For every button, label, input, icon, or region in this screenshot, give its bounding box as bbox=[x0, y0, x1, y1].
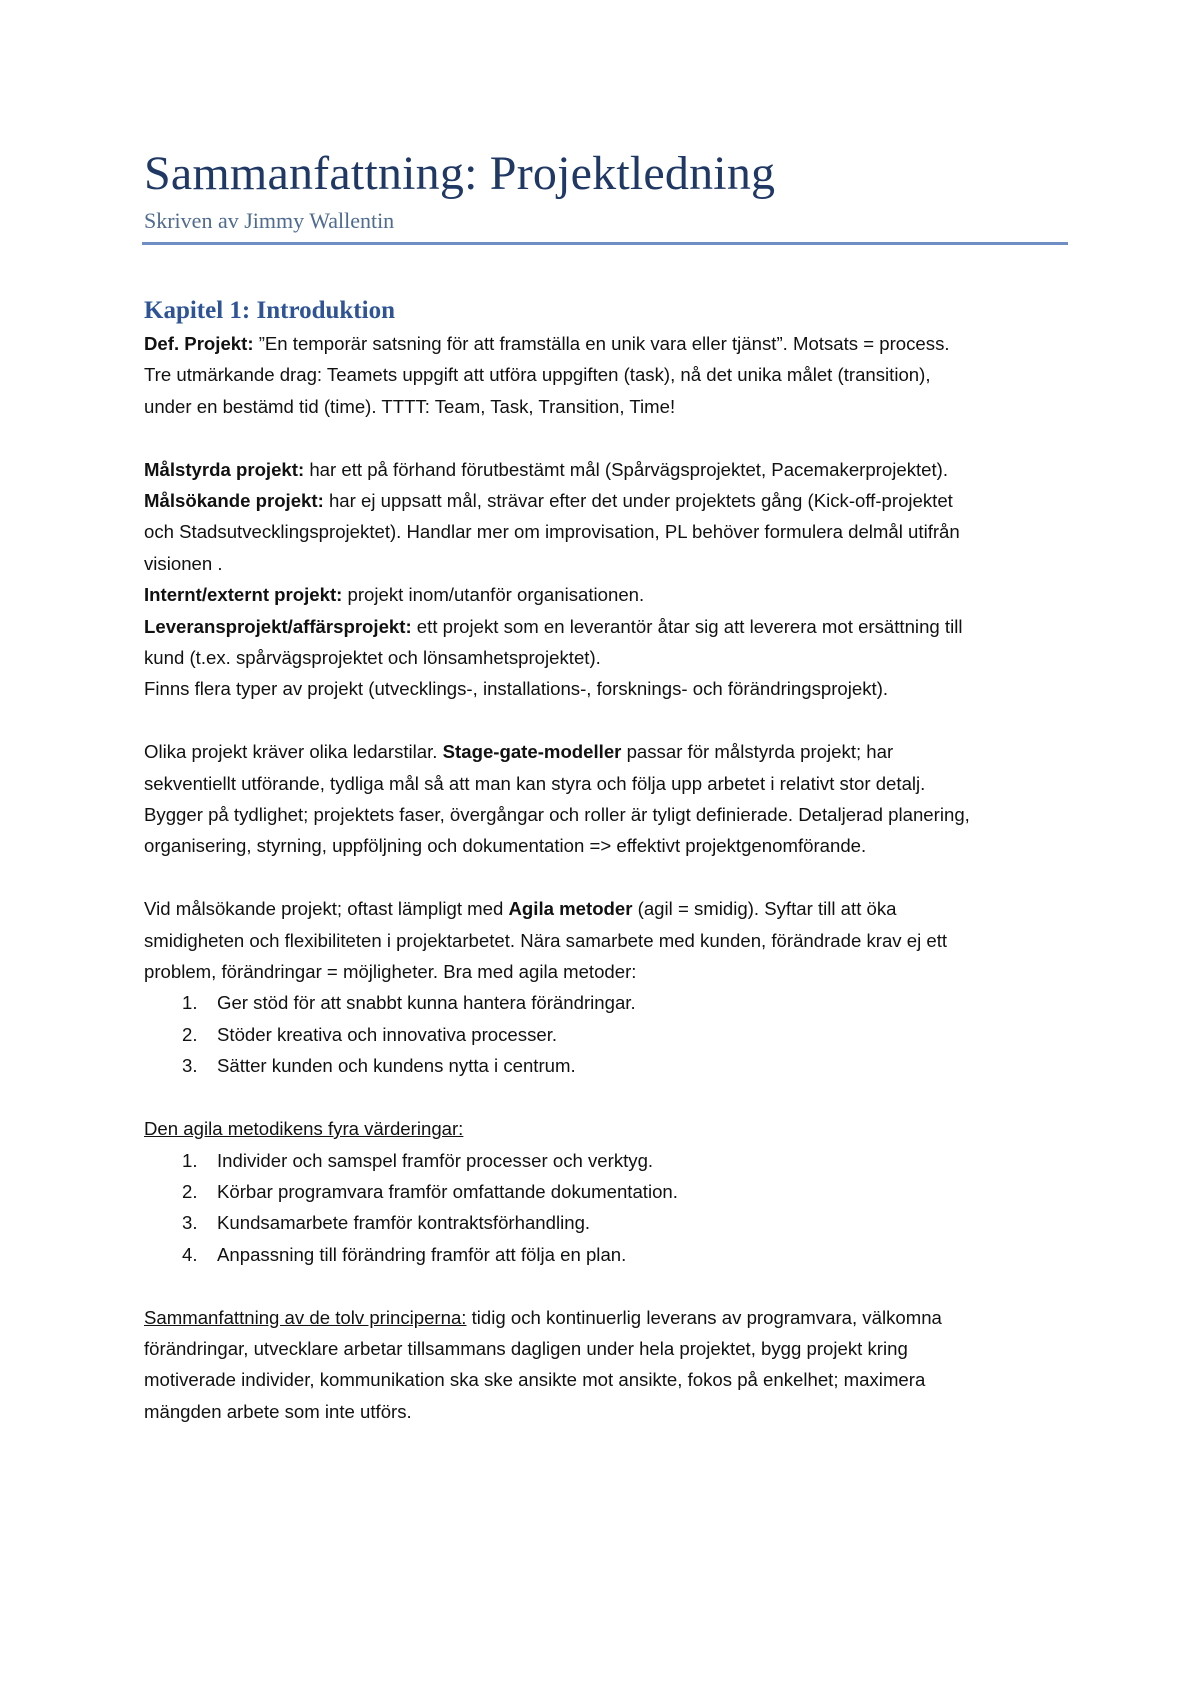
malstyrda-line bbox=[144, 454, 1068, 485]
list-item-number: 3. bbox=[182, 1212, 198, 1234]
malsokande-label: Målsökande projekt: bbox=[144, 490, 324, 512]
list-item bbox=[144, 1239, 1068, 1270]
definition-line-2: Tre utmärkande drag: Teamets uppgift att utföra uppgiften (task), nå det unika målet (transition), bbox=[144, 364, 931, 386]
list-item-text: Stöder kreativa och innovativa processer. bbox=[217, 1023, 558, 1045]
list-item-number: 4. bbox=[182, 1243, 198, 1265]
malsokande-text: har ej uppsatt mål, strävar efter det under projektets gång (Kick-off-projektet bbox=[323, 490, 953, 512]
paragraph-spacer bbox=[144, 1082, 1068, 1113]
malsokande-line-2: och Stadsutvecklingsprojektet). Handlar mer om improvisation, PL behöver formulera delmål utifrån bbox=[144, 521, 960, 543]
values-heading: Den agila metodikens fyra värderingar: bbox=[144, 1118, 464, 1140]
stage-gate-text-1: Olika projekt kräver olika ledarstilar. bbox=[144, 741, 443, 763]
stage-gate-line-4: organisering, styrning, uppföljning och dokumentation => effektivt projektgenomförande. bbox=[144, 835, 867, 857]
list-item-number: 2. bbox=[182, 1023, 198, 1045]
stage-gate-line-1 bbox=[144, 736, 1068, 767]
principles-line-3: motiverade individer, kommunikation ska ske ansikte mot ansikte, fokos på enkelhet; maximera bbox=[144, 1369, 926, 1391]
list-item bbox=[144, 1050, 1068, 1081]
list-item bbox=[144, 1145, 1068, 1176]
definition-line-1 bbox=[144, 328, 1068, 359]
internt-text: projekt inom/utanför organisationen. bbox=[342, 584, 645, 606]
agile-line-2: smidigheten och flexibiliteten i projektarbetet. Nära samarbete med kunden, förändrade krav ej ett bbox=[144, 929, 948, 951]
internt-line bbox=[144, 579, 1068, 610]
definition-label: Def. Projekt: bbox=[144, 333, 254, 354]
agile-line-1 bbox=[144, 893, 1068, 924]
definition-line-3: under en bestämd tid (time). TTTT: Team, Task, Transition, Time! bbox=[144, 395, 676, 417]
values-heading-paragraph bbox=[144, 1113, 1068, 1144]
list-item-text: Körbar programvara framför omfattande dokumentation. bbox=[217, 1180, 678, 1202]
title-divider bbox=[142, 242, 1068, 245]
malsokande-line-3: visionen . bbox=[144, 552, 223, 574]
principles-paragraph bbox=[144, 1302, 1068, 1428]
list-item bbox=[144, 1176, 1068, 1207]
leverans-line-2: kund (t.ex. spårvägsprojektet och lönsamhetsprojektet). bbox=[144, 647, 601, 669]
agile-line-3: problem, förändringar = möjligheter. Bra med agila metoder: bbox=[144, 961, 637, 983]
agile-benefits-list bbox=[144, 987, 1068, 1081]
stage-gate-line-3: Bygger på tydlighet; projektets faser, övergångar och roller är tyligt definierade. Detaljerad planering, bbox=[144, 804, 970, 826]
principles-text-1: tidig och kontinuerlig leverans av programvara, välkomna bbox=[466, 1306, 942, 1328]
malstyrda-label: Målstyrda projekt: bbox=[144, 458, 305, 480]
list-item-number: 1. bbox=[182, 992, 198, 1014]
principles-line-1 bbox=[144, 1302, 1068, 1333]
list-item-text: Kundsamarbete framför kontraktsförhandling. bbox=[217, 1212, 591, 1234]
agile-bold: Agila metoder bbox=[508, 898, 633, 920]
paragraph-spacer bbox=[144, 862, 1068, 893]
document-body bbox=[144, 294, 1068, 1427]
stage-gate-text-2: passar för målstyrda projekt; har bbox=[621, 741, 894, 763]
stage-gate-paragraph bbox=[144, 736, 1068, 862]
agile-text-2: (agil = smidig). Syftar till att öka bbox=[632, 898, 897, 920]
definition-text: ”En temporär satsning för att framställa en unik vara eller tjänst”. Motsats = process. bbox=[253, 333, 950, 354]
paragraph-spacer bbox=[144, 422, 1068, 453]
document-title: Sammanfattning: Projektledning bbox=[144, 147, 776, 200]
leverans-text: ett projekt som en leverantör åtar sig att leverera mot ersättning till bbox=[411, 615, 963, 637]
list-item bbox=[144, 987, 1068, 1018]
list-item-number: 1. bbox=[182, 1149, 198, 1171]
principles-line-2: förändringar, utvecklare arbetar tillsammans dagligen under hela projektet, bygg projekt kring bbox=[144, 1337, 908, 1359]
stage-gate-bold: Stage-gate-modeller bbox=[442, 741, 622, 763]
list-item bbox=[144, 1019, 1068, 1050]
internt-label: Internt/externt projekt: bbox=[144, 584, 343, 606]
project-types-paragraph bbox=[144, 454, 1068, 705]
list-item-number: 3. bbox=[182, 1055, 198, 1077]
malsokande-line-1 bbox=[144, 485, 1068, 516]
list-item-text: Ger stöd för att snabbt kunna hantera förändringar. bbox=[217, 992, 636, 1014]
paragraph-spacer bbox=[144, 1270, 1068, 1301]
list-item-number: 2. bbox=[182, 1180, 198, 1202]
list-item bbox=[144, 1207, 1068, 1238]
leverans-label: Leveransprojekt/affärsprojekt: bbox=[144, 615, 412, 637]
agile-paragraph bbox=[144, 893, 1068, 987]
stage-gate-line-2: sekventiellt utförande, tydliga mål så att man kan styra och följa upp arbetet i relativt stor detalj. bbox=[144, 772, 926, 794]
definition-paragraph bbox=[144, 328, 1068, 422]
principles-line-4: mängden arbete som inte utförs. bbox=[144, 1400, 412, 1422]
flera-typer-line: Finns flera typer av projekt (utvecklings-, installations-, forsknings- och förändringsprojekt). bbox=[144, 678, 889, 700]
list-item-text: Individer och samspel framför processer och verktyg. bbox=[217, 1149, 654, 1171]
paragraph-spacer bbox=[144, 705, 1068, 736]
agile-values-list bbox=[144, 1145, 1068, 1271]
agile-text-1: Vid målsökande projekt; oftast lämpligt med bbox=[144, 898, 509, 920]
list-item-text: Anpassning till förändring framför att följa en plan. bbox=[217, 1243, 627, 1265]
principles-label: Sammanfattning av de tolv principerna: bbox=[144, 1306, 467, 1328]
malstyrda-text: har ett på förhand förutbestämt mål (Spårvägsprojektet, Pacemakerprojektet). bbox=[304, 458, 949, 480]
list-item-text: Sätter kunden och kundens nytta i centrum. bbox=[217, 1055, 576, 1077]
document-subtitle: Skriven av Jimmy Wallentin bbox=[144, 208, 395, 233]
chapter-heading: Kapitel 1: Introduktion bbox=[144, 297, 395, 324]
leverans-line-1 bbox=[144, 611, 1068, 642]
